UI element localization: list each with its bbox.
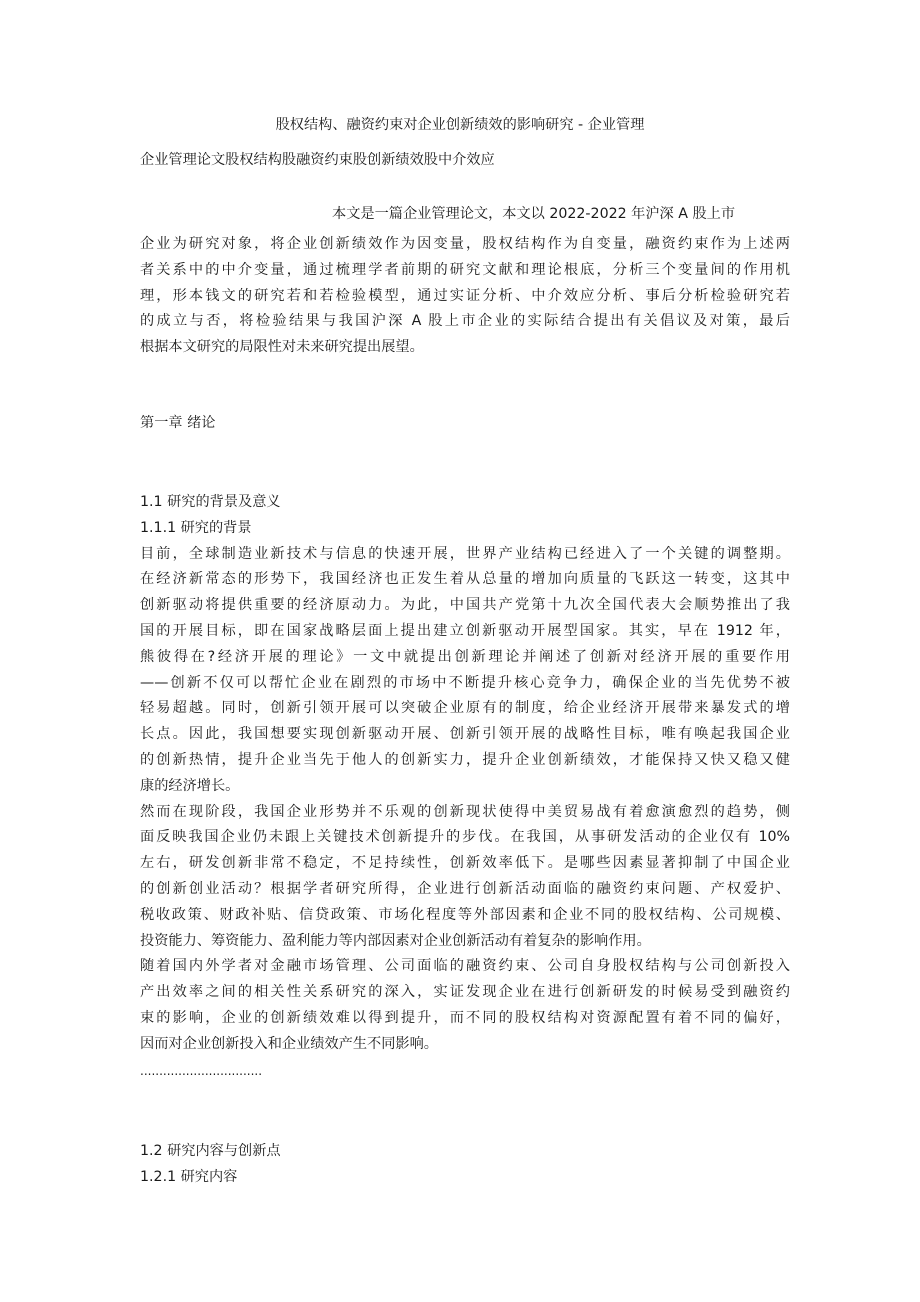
body-line: 产出效率之间的相关性关系研究的深入，实证发现企业在进行创新研发的时候易受到融资约	[140, 984, 790, 1000]
body-line: 目前，全球制造业新技术与信息的快速开展，世界产业结构已经进入了一个关键的调整期。	[140, 546, 790, 562]
body-line: 税收政策、财政补贴、信贷政策、市场化程度等外部因素和企业不同的股权结构、公司规模、	[140, 907, 790, 923]
body-line: 康的经济增长。	[140, 778, 240, 794]
body-line: 投资能力、筹资能力、盈利能力等内部因素对企业创新活动有着复杂的影响作用。	[140, 933, 651, 949]
body-line: 左右，研发创新非常不稳定，不足持续性，创新效率低下。是哪些因素显著抑制了中国企业	[140, 855, 790, 871]
abstract-line: 本文是一篇企业管理论文，本文以 2022-2022 年沪深 A 股上市	[332, 206, 736, 222]
abstract-line: 根据本文研究的局限性对未来研究提出展望。	[140, 339, 424, 355]
abstract-line: 企业为研究对象，将企业创新绩效作为因变量，股权结构作为自变量，融资约束作为上述两	[140, 236, 790, 252]
document-title: 股权结构、融资约束对企业创新绩效的影响研究 - 企业管理	[275, 117, 645, 133]
body-line: 随着国内外学者对金融市场管理、公司面临的融资约束、公司自身股权结构与公司创新投入	[140, 958, 790, 974]
abstract-line: 的成立与否，将检验结果与我国沪深 A 股上市企业的实际结合提出有关倡议及对策，最后	[140, 313, 790, 329]
abstract-line: 者关系中的中介变量，通过梳理学者前期的研究文献和理论根底，分析三个变量间的作用机	[140, 262, 790, 278]
body-line: 熊彼得在?经济开展的理论》一文中就提出创新理论并阐述了创新对经济开展的重要作用	[140, 649, 790, 665]
body-line: 国的开展目标，即在国家战略层面上提出建立创新驱动开展型国家。其实，早在 1912 年，	[140, 623, 790, 639]
body-line: 长点。因此，我国想要实现创新驱动开展、创新引领开展的战略性目标，唯有唤起我国企业	[140, 726, 790, 742]
subsection-heading: 1.2.1 研究内容	[140, 1169, 238, 1185]
section-heading: 1.1 研究的背景及意义	[140, 494, 281, 510]
body-line: 束的影响，企业的创新绩效难以得到提升，而不同的股权结构对资源配置有着不同的偏好，	[140, 1010, 790, 1026]
ellipsis-separator: ................................	[140, 1064, 263, 1078]
body-line: 轻易超越。同时，创新引领开展可以突破企业原有的制度，给企业经济开展带来暴发式的增	[140, 700, 790, 716]
body-line: ——创新不仅可以帮忙企业在剧烈的市场中不断提升核心竞争力，确保企业的当先优势不被	[140, 675, 790, 691]
body-line: 创新驱动将提供重要的经济原动力。为此，中国共产党第十九次全国代表大会顺势推出了我	[140, 597, 790, 613]
body-line: 因而对企业创新投入和企业绩效产生不同影响。	[140, 1036, 438, 1052]
keywords-line: 企业管理论文股权结构股融资约束股创新绩效股中介效应	[140, 152, 495, 168]
body-line: 面反映我国企业仍未跟上关键技术创新提升的步伐。在我国，从事研发活动的企业仅有 10%	[140, 829, 790, 845]
body-line: 的创新创业活动？根据学者研究所得，企业进行创新活动面临的融资约束问题、产权爱护、	[140, 881, 790, 897]
body-line: 在经济新常态的形势下，我国经济也正发生着从总量的增加向质量的飞跃这一转变，这其中	[140, 571, 790, 587]
abstract-line: 理，形本钱文的研究若和若检验模型，通过实证分析、中介效应分析、事后分析检验研究若	[140, 288, 790, 304]
subsection-heading: 1.1.1 研究的背景	[140, 520, 252, 536]
body-line: 的创新热情，提升企业当先于他人的创新实力，提升企业创新绩效，才能保持又快又稳又健	[140, 752, 790, 768]
body-line: 然而在现阶段，我国企业形势并不乐观的创新现状使得中美贸易战有着愈演愈烈的趋势，侧	[140, 804, 790, 820]
section-heading: 1.2 研究内容与创新点	[140, 1143, 281, 1159]
chapter-heading: 第一章 绪论	[140, 415, 216, 431]
